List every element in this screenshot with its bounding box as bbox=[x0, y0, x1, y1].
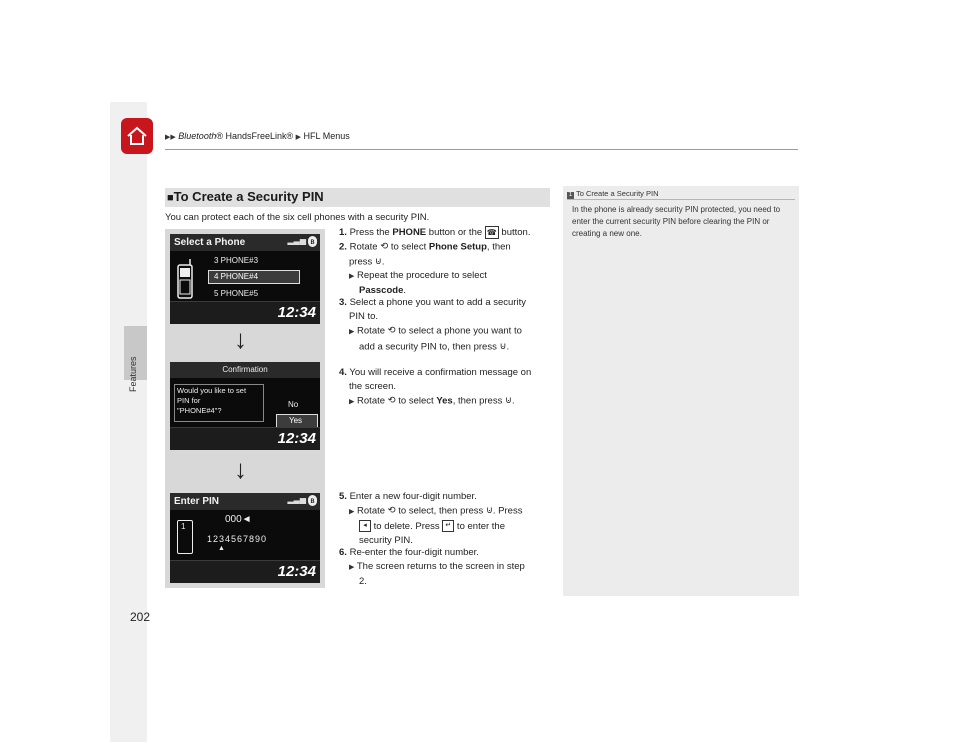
clock: 12:34 bbox=[277, 430, 316, 447]
step-5: 5. Enter a new four-digit number. ▶ Rotate ⟲ to select, then press ⊍. Press ◂ to delete. Press ↵ to enter the security PIN. bbox=[339, 491, 523, 546]
down-arrow-icon: ↓ bbox=[234, 324, 247, 354]
selector-knob-icon: ⟲ bbox=[387, 395, 396, 406]
phone-pickup-icon: ☎ bbox=[485, 226, 499, 239]
breadcrumb: ▶▶ Bluetooth® HandsFreeLink® ▶ HFL Menus bbox=[165, 131, 350, 141]
press-knob-icon: ⊍ bbox=[374, 255, 382, 267]
screen-enter-pin bbox=[170, 493, 320, 583]
note-panel bbox=[563, 186, 799, 596]
option-yes[interactable]: Yes bbox=[276, 414, 318, 428]
sidebar bbox=[110, 102, 147, 742]
down-arrow-icon: ↓ bbox=[234, 454, 247, 484]
selector-knob-icon: ⟲ bbox=[380, 241, 389, 252]
selector-caret-icon: ▲ bbox=[218, 545, 225, 552]
back-icon: ◂ bbox=[359, 520, 371, 532]
phone-handset-icon bbox=[177, 259, 193, 299]
phone-list-item[interactable]: 3 PHONE#3 bbox=[214, 256, 259, 265]
step-2: 2. Rotate ⟲ to select Phone Setup, then press ⊍. ▶ Repeat the procedure to select Passcode. bbox=[339, 241, 511, 297]
header-divider bbox=[165, 149, 798, 150]
confirm-question: Would you like to set PIN for "PHONE#4"? bbox=[174, 384, 264, 422]
bluetooth-icon: ʙ bbox=[308, 236, 317, 247]
screen-title: Confirmation bbox=[222, 365, 268, 374]
section-title: ■To Create a Security PIN bbox=[167, 189, 324, 204]
signal-icon: ▂▃▅ bbox=[287, 236, 306, 245]
screen-select-phone bbox=[170, 234, 320, 324]
clock: 12:34 bbox=[277, 304, 316, 321]
step-3: 3. Select a phone you want to add a security PIN to. ▶ Rotate ⟲ to select a phone you want to add a security PIN to, then press ⊍. bbox=[339, 297, 526, 353]
phone-list-item[interactable]: 5 PHONE#5 bbox=[214, 289, 259, 298]
note-divider bbox=[567, 199, 795, 200]
sidebar-label: Features bbox=[128, 356, 138, 392]
selector-knob-icon: ⟲ bbox=[387, 505, 396, 516]
step-1: 1. Press the PHONE button or the ☎ button. bbox=[339, 227, 531, 239]
note-body: In the phone is already security PIN protected, you need to enter the current security PIN before clearing the PIN or creating a new one. bbox=[572, 205, 781, 238]
phone-list-item-selected[interactable]: 4 PHONE#4 bbox=[208, 270, 300, 284]
screen-title: Enter PIN bbox=[174, 496, 220, 507]
selector-knob-icon: ⟲ bbox=[387, 325, 396, 336]
step-4: 4. You will receive a confirmation message on the screen. ▶ Rotate ⟲ to select Yes, then press ⊍. bbox=[339, 367, 532, 407]
breadcrumb-link-hfl[interactable]: ® HandsFreeLink® bbox=[216, 131, 294, 141]
bluetooth-icon: ʙ bbox=[308, 495, 317, 506]
note-heading: 1 To Create a Security PIN bbox=[568, 189, 659, 198]
note-icon: 1 bbox=[568, 192, 573, 198]
breadcrumb-current[interactable]: HFL Menus bbox=[303, 131, 350, 141]
screen-confirmation bbox=[170, 362, 320, 450]
press-knob-icon: ⊍ bbox=[485, 505, 493, 516]
option-no[interactable]: No bbox=[288, 400, 299, 409]
intro-text: You can protect each of the six cell phones with a security PIN. bbox=[165, 212, 430, 223]
enter-icon: ↵ bbox=[442, 520, 454, 532]
digit-selector[interactable]: 1234567890 bbox=[207, 534, 268, 544]
press-knob-icon: ⊍ bbox=[504, 395, 512, 406]
signal-icon: ▂▃▅ bbox=[287, 495, 306, 504]
pin-display: 000◄ bbox=[225, 514, 252, 525]
press-knob-icon: ⊍ bbox=[499, 340, 507, 352]
step-6: 6. Re-enter the four-digit number. ▶ The screen returns to the screen in step 2. bbox=[339, 547, 525, 587]
page-number: 202 bbox=[130, 610, 151, 624]
breadcrumb-link-bluetooth[interactable]: Bluetooth bbox=[178, 131, 217, 141]
home-icon bbox=[126, 126, 148, 146]
screen-title: Select a Phone bbox=[174, 237, 246, 248]
clock: 12:34 bbox=[277, 563, 316, 580]
phone-slot-icon: 1 bbox=[177, 520, 193, 554]
home-button[interactable] bbox=[121, 118, 153, 154]
